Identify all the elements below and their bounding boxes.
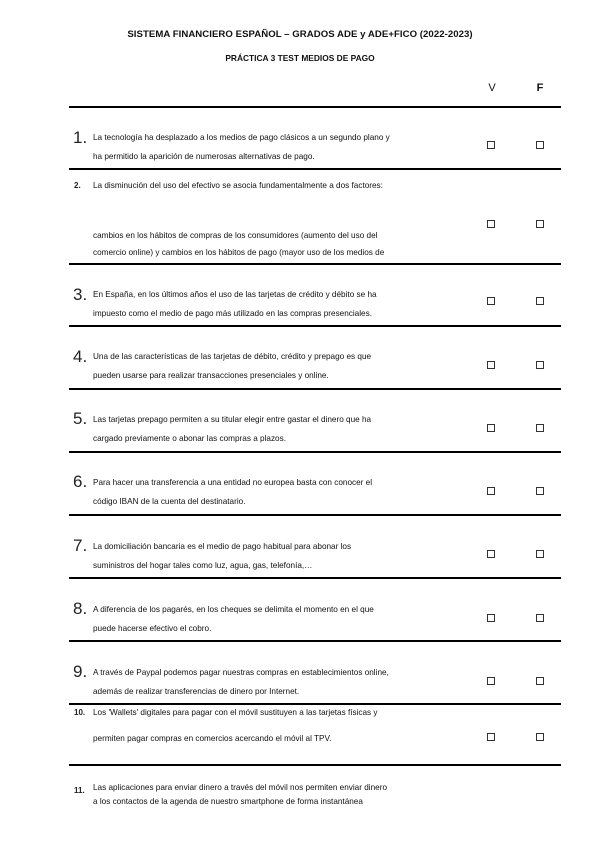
question-text-line: cambios en los hábitos de compras de los consumidores (aumento del uso del (93, 231, 378, 240)
question-text-line: además de realizar transferencias de dinero por Internet. (93, 687, 300, 696)
question-number: 11. (74, 786, 85, 795)
row-divider (69, 451, 561, 453)
question-text-line: A través de Paypal podemos pagar nuestras compras en establecimientos online, (93, 668, 389, 677)
question-text-line: ha permitido la aparición de numerosas alternativas de pago. (93, 152, 315, 161)
row-divider (69, 106, 561, 108)
row-divider (69, 263, 561, 265)
column-header-true: V (488, 82, 496, 94)
question-text-line: comercio online) y cambios en los hábitos de pago (mayor uso de los medios de (93, 248, 385, 257)
question-text-line: Las tarjetas prepago permiten a su titular elegir entre gastar el dinero que ha (93, 415, 372, 424)
question-text-line: Los 'Wallets' digitales para pagar con el móvil sustituyen a las tarjetas físicas y (93, 708, 378, 717)
row-divider (69, 764, 561, 766)
false-checkbox[interactable] (536, 220, 544, 228)
false-checkbox[interactable] (536, 677, 544, 685)
row-divider (69, 388, 561, 390)
page-subtitle: PRÁCTICA 3 TEST MEDIOS DE PAGO (225, 53, 375, 63)
true-checkbox[interactable] (487, 141, 495, 149)
true-checkbox[interactable] (487, 550, 495, 558)
row-divider (69, 325, 561, 327)
false-checkbox[interactable] (536, 424, 544, 432)
true-checkbox[interactable] (487, 297, 495, 305)
question-text-line: La tecnología ha desplazado a los medios de pago clásicos a un segundo plano y (93, 133, 390, 142)
false-checkbox[interactable] (536, 141, 544, 149)
question-text-line: Una de las características de las tarjetas de débito, crédito y prepago es que (93, 352, 372, 361)
page-title: SISTEMA FINANCIERO ESPAÑOL – GRADOS ADE y ADE+FICO (2022-2023) (127, 29, 473, 40)
false-checkbox[interactable] (536, 614, 544, 622)
question-number: 3. (73, 285, 88, 304)
true-checkbox[interactable] (487, 677, 495, 685)
question-text-line: pueden usarse para realizar transacciones presenciales y online. (93, 371, 329, 380)
row-divider (69, 514, 561, 516)
question-text-line: cargado previamente o abonar las compras a plazos. (93, 434, 286, 443)
row-divider (69, 640, 561, 642)
true-checkbox[interactable] (487, 733, 495, 741)
false-checkbox[interactable] (536, 487, 544, 495)
question-text-line: A diferencia de los pagarés, en los cheques se delimita el momento en el que (93, 605, 374, 614)
question-number: 6. (73, 472, 88, 491)
row-divider (69, 168, 561, 170)
false-checkbox[interactable] (536, 297, 544, 305)
question-number: 10. (74, 708, 86, 717)
true-checkbox[interactable] (487, 614, 495, 622)
column-header-false: F (536, 82, 544, 94)
false-checkbox[interactable] (536, 733, 544, 741)
question-number: 7. (73, 536, 88, 555)
question-number: 4. (73, 347, 88, 366)
question-text-line: a los contactos de la agenda de nuestro smartphone de forma instantánea (93, 797, 363, 806)
question-text-line: impuesto como el medio de pago más utilizado en las compras presenciales. (93, 309, 372, 318)
question-number: 9. (73, 662, 88, 681)
question-text-line: En España, en los últimos años el uso de las tarjetas de crédito y débito se ha (93, 290, 377, 299)
question-text-line: código IBAN de la cuenta del destinatario. (93, 497, 246, 506)
question-text-line: permiten pagar compras en comercios acercando el móvil al TPV. (93, 734, 332, 743)
row-divider (69, 577, 561, 579)
question-text-line: suministros del hogar tales como luz, agua, gas, telefonía,… (93, 561, 313, 570)
false-checkbox[interactable] (536, 361, 544, 369)
question-text-line: Para hacer una transferencia a una entidad no europea basta con conocer el (93, 478, 373, 487)
question-number: 1. (73, 128, 88, 147)
question-number: 2. (74, 181, 81, 190)
true-checkbox[interactable] (487, 361, 495, 369)
true-checkbox[interactable] (487, 487, 495, 495)
question-text-line: Las aplicaciones para enviar dinero a través del móvil nos permiten enviar dinero (93, 783, 387, 792)
question-text-line: puede hacerse efectivo el cobro. (93, 624, 212, 633)
question-text-line: La domiciliación bancaria es el medio de pago habitual para abonar los (93, 542, 352, 551)
question-text-line: La disminución del uso del efectivo se asocia fundamentalmente a dos factores: (93, 181, 383, 190)
question-number: 8. (73, 599, 88, 618)
question-number: 5. (73, 409, 88, 428)
true-checkbox[interactable] (487, 220, 495, 228)
true-checkbox[interactable] (487, 424, 495, 432)
false-checkbox[interactable] (536, 550, 544, 558)
